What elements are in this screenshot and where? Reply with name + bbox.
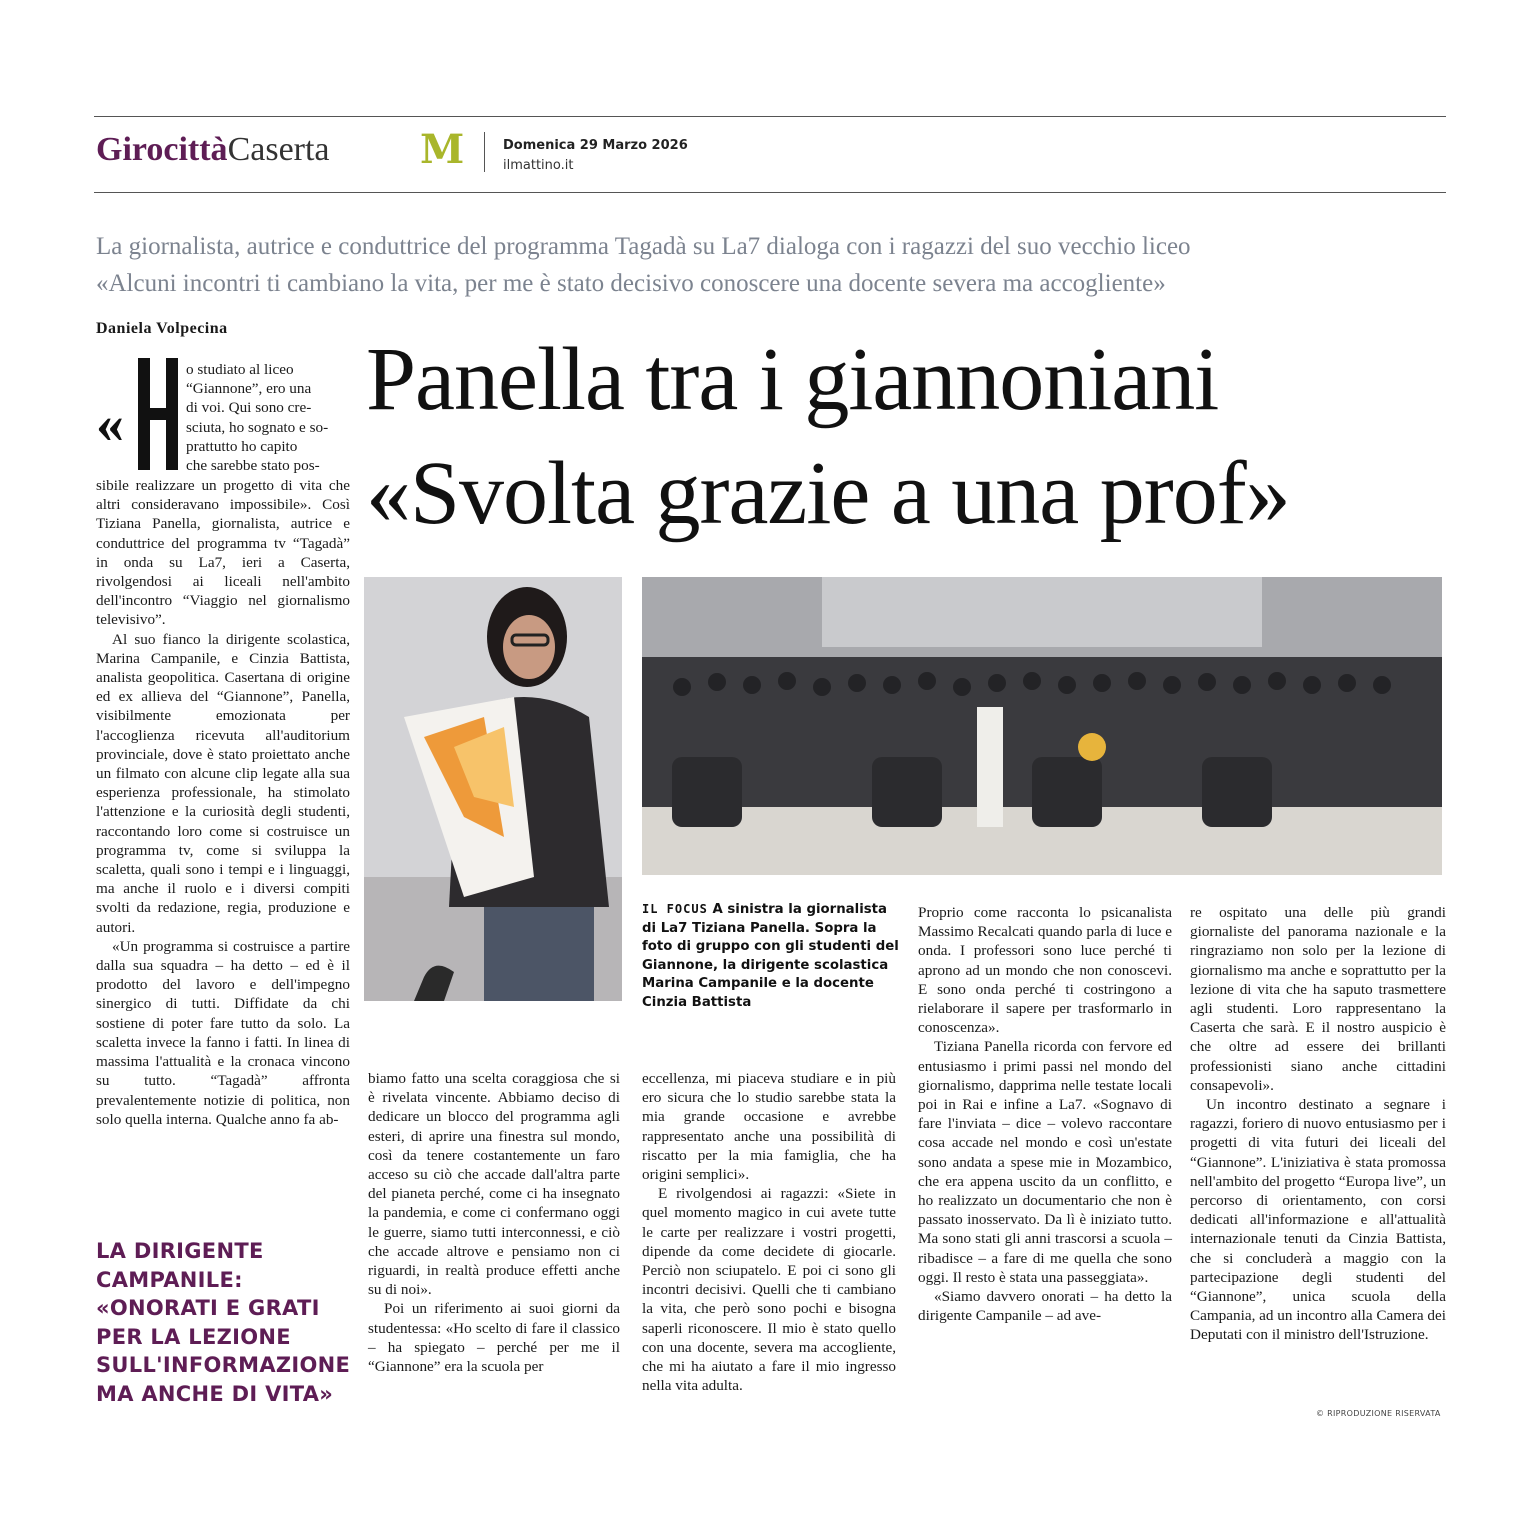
paragraph: Un incontro destinato a segnare i ragazzi, foriero di nuovo entusiasmo per i progetti di vita futuri dei liceali del “Giannone”. L'iniziativa è stata promossa nell'ambito del progetto “Europa live”, un percorso di orientamento, con corsi dedicati all'informazione e all'attualità internazionale tenuti da Cinzia Battista, che si concluderà a maggio con la partecipazione degli studenti del “Giannone”, unica scuola della Campania, ad un incontro alla Camera dei Deputati con il ministro dell'Istruzione. [1190, 1096, 1446, 1344]
headline-line-2: «Svolta grazie a una prof» [366, 444, 1290, 543]
paragraph: «Siamo davvero onorati – ha detto la dirigente Campanile – ad ave- [918, 1288, 1172, 1325]
lead-line: o studiato al liceo [186, 361, 294, 378]
top-rule [94, 116, 1446, 117]
lead-line: “Giannone”, ero una [186, 380, 312, 398]
column-5 [1190, 903, 1446, 1345]
column-1 [96, 476, 350, 1129]
column-3 [642, 1069, 896, 1395]
header-rule [94, 192, 1446, 193]
lead-line: sciuta, ho sognato e so- [186, 418, 329, 436]
kicker-line-1: La giornalista, autrice e conduttrice del programma Tagadà su La7 dialoga con i ragazzi del suo vecchio liceo [96, 233, 1191, 260]
masthead-divider [484, 132, 485, 172]
paragraph: eccellenza, mi piaceva studiare e in più ero sicura che lo studio sarebbe stata la mia grande occasione e avrebbe rappresentato anche una possibilità di riscatto per la mia famiglia, che ha origini semplici». [642, 1070, 896, 1184]
portrait-illustration [364, 577, 622, 1001]
column-4 [918, 903, 1172, 1325]
drop-cap-letter [136, 356, 180, 472]
issue-date: Domenica 29 Marzo 2026 [503, 138, 688, 153]
paragraph: Proprio come racconta lo psicanalista Massimo Recalcati quando parla di luce e onda. I professori sono luce perché ti aprono ad un mondo che non conoscevi. E sono onda perché ti costringono a rielaborare il sapere per trasformarlo in conoscenza». [918, 904, 1172, 1037]
portrait-photo [364, 577, 622, 1001]
lead-line: che sarebbe stato pos- [186, 457, 320, 475]
paragraph: Al suo fianco la dirigente scolastica, Marina Campanile, e Cinzia Battista, analista geopolitica. Casertana di origine ed ex allieva del “Giannone”, Panella, visibilmente emozionata per l'accoglienza ricevuta all'auditorium provinciale, dove è stato proiettato anche un filmato con alcune clip legate alla sua esperienza professionale, ha stimolato l'attenzione e la curiosità degli studenti, raccontando loro come si costruisce un programma tv, come si sviluppa la scaletta, quali sono i tempi e i linguaggi, ma anche il ruolo e i diversi compiti svolti da redazione, regia, produzione e autori. [96, 630, 350, 936]
column-2 [368, 1069, 620, 1376]
paragraph: biamo fatto una scelta coraggiosa che si è rivelata vincente. Abbiamo deciso di dedicare un blocco del programma agli esteri, di aprire una finestra sul mondo, così da tenere costantemente un faro acceso su ciò che accade dall'altra parte del pianeta perché, come ci ha insegnato la pandemia, e come ci confermano oggi le guerre, siamo tutti interconnessi, e ciò che accade altrove e pensiamo non ci riguardi, in realtà produce effetti anche su di noi». [368, 1070, 620, 1299]
kicker-line-2: «Alcuni incontri ti cambiano la vita, per me è stato decisivo conoscere una docente severa ma accogliente» [96, 270, 1166, 297]
newspaper-logo: M [420, 126, 465, 173]
photo-caption [642, 900, 900, 1013]
caption-text: A sinistra la giornalista di La7 Tiziana Panella. Sopra la foto di gruppo con gli studenti del Giannone, la dirigente scolastica Marina Campanile e la docente Cinzia Battista [642, 902, 899, 1010]
author-byline: Daniela Volpecina [96, 320, 228, 337]
group-photo [642, 577, 1442, 875]
paragraph: sibile realizzare un progetto di vita che altri consideravano impossibile». Così Tiziana Panella, giornalista, autrice e conduttrice del programma tv “Tagadà” in onda su La7, ieri a Caserta, rivolgendosi ai liceali nell'ambito dell'incontro “Viaggio nel giornalismo televisivo”. [96, 477, 350, 629]
section-brand: Girocittà [96, 131, 228, 168]
drop-cap-quote: « [96, 393, 124, 455]
lead-line: di voi. Qui sono cre- [186, 399, 312, 417]
copyright-notice: © RIPRODUZIONE RISERVATA [1316, 1409, 1441, 1418]
lead-line: prattutto ho capito [186, 437, 298, 455]
drop-cap [96, 356, 180, 476]
group-illustration [642, 577, 1442, 875]
section-title [96, 130, 330, 170]
section-city: Caserta [227, 131, 330, 168]
headline-line-1: Panella tra i giannoniani [366, 330, 1219, 429]
paragraph: Tiziana Panella ricorda con fervore ed entusiasmo i primi passi nel mondo del giornalismo, dapprima nelle testate locali poi in Rai e infine a La7. «Sognavo di fare l'inviata – dice – volevo raccontare cosa accade nel mondo e così un'estate sono andata a spese mie in Mozambico, che era appena uscito da un conflitto, e ho realizzato un documentario che non è passato inosservato. Da lì è iniziato tutto. Ma sono stati gli anni trascorsi a scuola – ribadisce – a fare di me quella che sono oggi. Il resto è stata una passeggiata». [918, 1038, 1172, 1286]
website: ilmattino.it [503, 158, 574, 173]
paragraph: Poi un riferimento ai suoi giorni da studentessa: «Ho scelto di fare il classico – ha spiegato – perché per me il “Giannone” era la scuola per [368, 1300, 620, 1376]
paragraph: E rivolgendosi ai ragazzi: «Siete in quel momento magico in cui avete tutte le carte per realizzare i vostri progetti, dipende da come decidete di giocarle. Perciò non sciupatelo. E poi ci sono gli incontri decisivi. Quelli che ti cambiano la vita, che però sono pochi e bisogna saperli riconoscere. Il mio è stato quello con una docente, severa ma accogliente, che mi ha aiutato a fare il mio ingresso nella vita adulta. [642, 1185, 896, 1395]
pull-quote: LA DIRIGENTE CAMPANILE: «ONORATI E GRATI PER LA LEZIONE SULL'INFORMAZIONE MA ANCHE DI VITA» [96, 1239, 351, 1406]
paragraph: re ospitato una delle più grandi giornaliste del panorama nazionale e la ringraziamo non solo per la lezione di giornalismo ma anche e soprattutto per la lezione di vita che ha saputo trasmettere agli studenti. Loro rappresentano la Caserta che sarà. E il nostro auspicio è che oltre ad essere dei brillanti professionisti siano anche cittadini consapevoli». [1190, 904, 1446, 1094]
caption-tag: IL FOCUS [642, 902, 708, 916]
lead-lines [186, 360, 350, 475]
paragraph: «Un programma si costruisce a partire dalla sua squadra – ha detto – ed è il prodotto del lavoro e dell'impegno sinergico di tutti. Diffidate da chi sostiene di poter fare tutto da solo. La scaletta invece la fanno i fatti. In linea di massima l'attualità e la cronaca vincono su tutto. “Tagadà” affronta prevalentemente notizie di politica, non solo quella interna. Qualche anno fa ab- [96, 937, 350, 1128]
